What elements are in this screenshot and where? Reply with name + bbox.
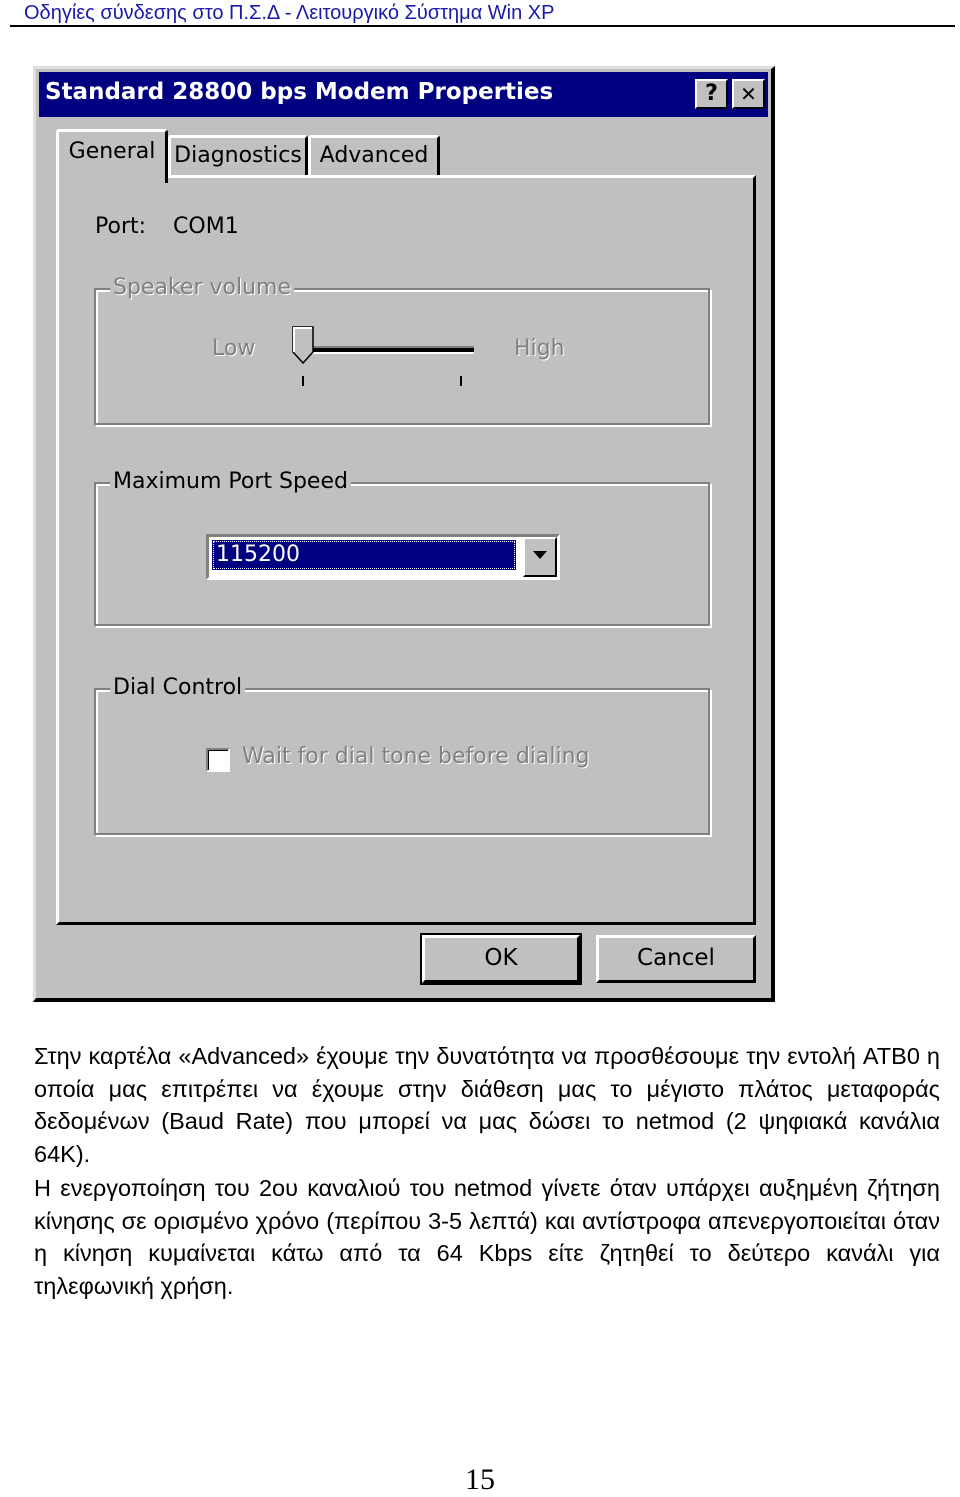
slider-high-label: High <box>514 336 565 361</box>
port-speed-value: 115200 <box>212 540 516 570</box>
chevron-down-icon <box>533 551 547 561</box>
dial-control-label: Dial Control <box>110 674 245 702</box>
page-number: 15 <box>465 1463 495 1496</box>
max-port-speed-group <box>94 469 710 626</box>
close-button[interactable] <box>732 79 765 109</box>
port-value: COM1 <box>173 214 239 239</box>
slider-tick <box>460 376 462 386</box>
body-paragraph-2: Η ενεργοποίηση του 2ου καναλιού του netmod γίνετε όταν υπάρχει αυξημένη ζήτηση κίνησης σε ορισμένο χρόνο (περίπου 3-5 λεπτά) και αντίστροφα απενεργοποιείται όταν η κίνηση κυμαίνεται κάτω από τα 64 Kbps είτε ζητηθεί το δεύτερο κανάλι για τηλεφωνική χρήση. <box>34 1175 940 1299</box>
speaker-volume-thumb[interactable] <box>292 326 314 364</box>
body-paragraph-1: Στην καρτέλα «Advanced» έχουμε την δυνατότητα να προσθέσουμε την εντολή ATB0 η οποία μας επιτρέπει να έχουμε στην διάθεση μας το μέγιστο πλάτος μεταφοράς δεδομένων (Baud Rate) που μπορεί να μας δώσει το netmod (2 ψηφιακά κανάλια 64K). <box>34 1043 940 1167</box>
speaker-volume-track[interactable] <box>294 346 474 354</box>
wait-dial-tone-checkbox[interactable] <box>206 748 230 772</box>
port-speed-select[interactable] <box>206 534 560 580</box>
slider-tick <box>302 376 304 386</box>
tab-general[interactable]: General <box>56 129 168 183</box>
dropdown-button[interactable] <box>523 537 557 577</box>
close-icon: ✕ <box>740 82 757 106</box>
cancel-button[interactable]: Cancel <box>596 935 756 983</box>
modem-properties-dialog <box>33 66 775 1002</box>
slider-thumb-icon <box>292 326 314 364</box>
document-header: Οδηγίες σύνδεσης στο Π.Σ.Δ - Λειτουργικό Σύστημα Win XP <box>10 0 955 27</box>
tab-diagnostics[interactable]: Diagnostics <box>168 135 308 179</box>
dial-control-group <box>94 675 710 835</box>
speaker-volume-label: Speaker volume <box>110 274 294 302</box>
ok-button[interactable]: OK <box>422 935 580 983</box>
max-port-speed-label: Maximum Port Speed <box>110 468 351 496</box>
speaker-volume-group <box>94 275 710 425</box>
port-label: Port: <box>95 214 147 239</box>
port-row <box>95 214 259 239</box>
tab-advanced[interactable]: Advanced <box>308 135 440 179</box>
help-button[interactable]: ? <box>695 79 728 109</box>
wait-dial-tone-label[interactable]: Wait for dial tone before dialing <box>242 744 590 769</box>
general-tab-panel <box>56 175 756 925</box>
dialog-title: Standard 28800 bps Modem Properties <box>45 79 554 105</box>
dialog-titlebar[interactable] <box>39 72 768 117</box>
slider-low-label: Low <box>212 336 256 361</box>
